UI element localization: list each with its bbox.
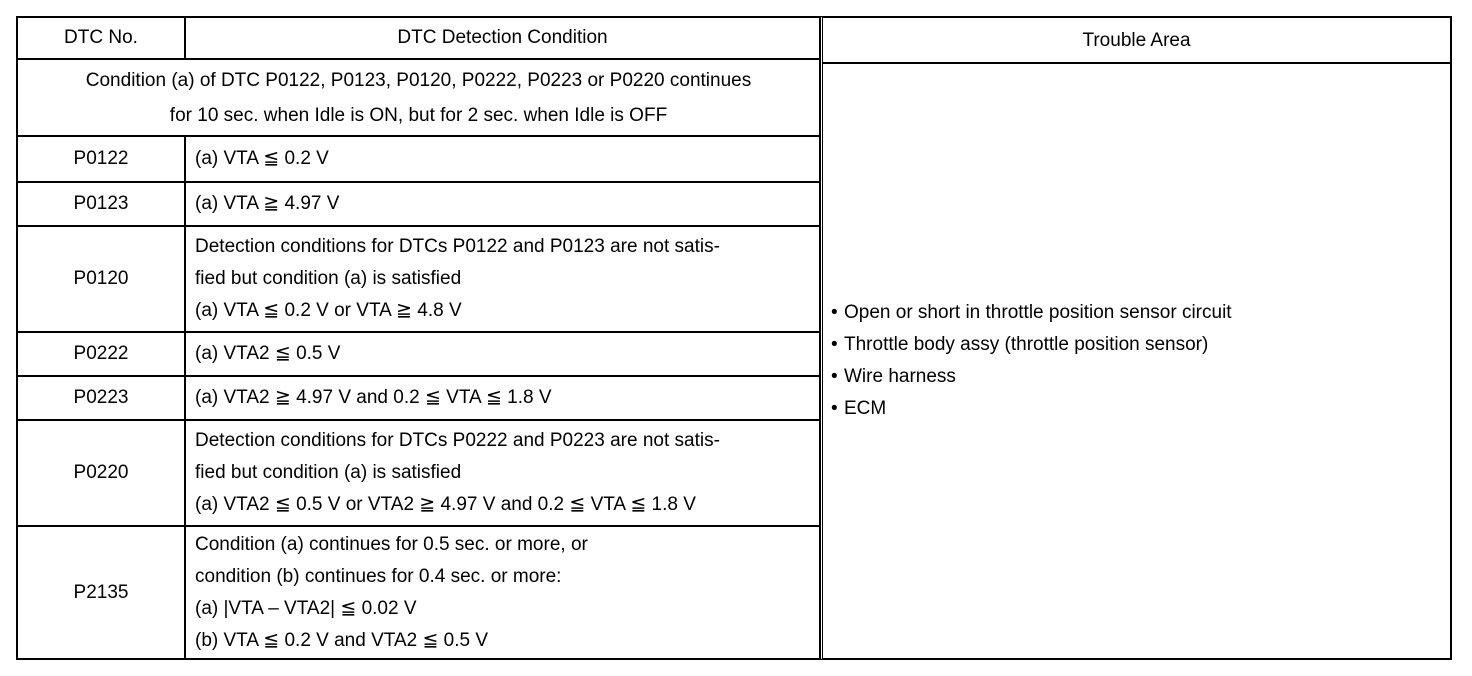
- summary-line: for 10 sec. when Idle is ON, but for 2 sec. when Idle is OFF: [169, 104, 668, 126]
- detection-condition: [185, 376, 820, 420]
- summary-line: Condition (a) of DTC P0122, P0123, P0120, P0222, P0223 or P0220 continues: [85, 69, 752, 91]
- bullet-icon: •: [831, 302, 838, 323]
- trouble-area-text: Wire harness: [844, 366, 956, 387]
- condition-line: (a) VTA ≦ 0.2 V: [195, 148, 329, 170]
- detection-condition: [185, 136, 820, 182]
- condition-line: (a) VTA2 ≦ 0.5 V or VTA2 ≧ 4.97 V and 0.2 ≦ VTA ≦ 1.8 V: [195, 494, 696, 516]
- trouble-area-text: Throttle body assy (throttle position sensor): [844, 334, 1209, 355]
- bullet-icon: •: [831, 398, 838, 419]
- table-row: [17, 226, 820, 332]
- table-row: [17, 420, 820, 526]
- condition-line: Detection conditions for DTCs P0222 and P0223 are not satis-: [195, 430, 720, 452]
- bullet-icon: •: [831, 366, 838, 387]
- dtc-code: P0122: [17, 136, 185, 182]
- dtc-code: P0222: [17, 332, 185, 376]
- table-row: [17, 182, 820, 226]
- list-item: [831, 361, 1450, 393]
- condition-line: Detection conditions for DTCs P0122 and P0123 are not satis-: [195, 236, 720, 258]
- header-detection-condition: DTC Detection Condition: [185, 17, 820, 59]
- list-item: [831, 329, 1450, 361]
- dtc-code: P2135: [17, 526, 185, 659]
- list-item: [831, 297, 1450, 329]
- bullet-icon: •: [831, 334, 838, 355]
- dtc-table-frame: [16, 16, 1452, 660]
- condition-line: (b) VTA ≦ 0.2 V and VTA2 ≦ 0.5 V: [195, 629, 489, 651]
- detection-condition: [185, 332, 820, 376]
- summary-row: [17, 59, 820, 136]
- list-item: [831, 393, 1450, 425]
- condition-line: Condition (a) continues for 0.5 sec. or more, or: [195, 533, 588, 555]
- trouble-area-text: ECM: [844, 398, 887, 419]
- detection-condition: [185, 526, 820, 659]
- header-dtc-no: DTC No.: [17, 17, 185, 59]
- condition-line: (a) VTA2 ≦ 0.5 V: [195, 343, 341, 365]
- detection-condition: [185, 182, 820, 226]
- header-trouble-area: Trouble Area: [823, 18, 1450, 64]
- dtc-code: P0223: [17, 376, 185, 420]
- condition-line: (a) VTA ≦ 0.2 V or VTA ≧ 4.8 V: [195, 300, 462, 322]
- condition-line: fied but condition (a) is satisfied: [195, 268, 462, 290]
- condition-line: (a) |VTA – VTA2| ≦ 0.02 V: [195, 597, 417, 619]
- table-row: [17, 526, 820, 659]
- dtc-code: P0220: [17, 420, 185, 526]
- detection-condition: [185, 226, 820, 332]
- dtc-code: P0120: [17, 226, 185, 332]
- condition-line: fied but condition (a) is satisfied: [195, 462, 462, 484]
- table-row: [17, 136, 820, 182]
- detection-condition: [185, 420, 820, 526]
- trouble-area-column: [819, 16, 1452, 660]
- table-row: [17, 332, 820, 376]
- condition-line: condition (b) continues for 0.4 sec. or more:: [195, 565, 562, 587]
- trouble-area-list: [823, 64, 1450, 658]
- table-row: [17, 376, 820, 420]
- dtc-code: P0123: [17, 182, 185, 226]
- header-row: [17, 17, 820, 59]
- condition-line: (a) VTA ≧ 4.97 V: [195, 193, 340, 215]
- summary-cell: [17, 59, 820, 136]
- condition-line: (a) VTA2 ≧ 4.97 V and 0.2 ≦ VTA ≦ 1.8 V: [195, 387, 552, 409]
- trouble-area-text: Open or short in throttle position sensor circuit: [844, 302, 1232, 323]
- dtc-condition-table: [16, 16, 821, 660]
